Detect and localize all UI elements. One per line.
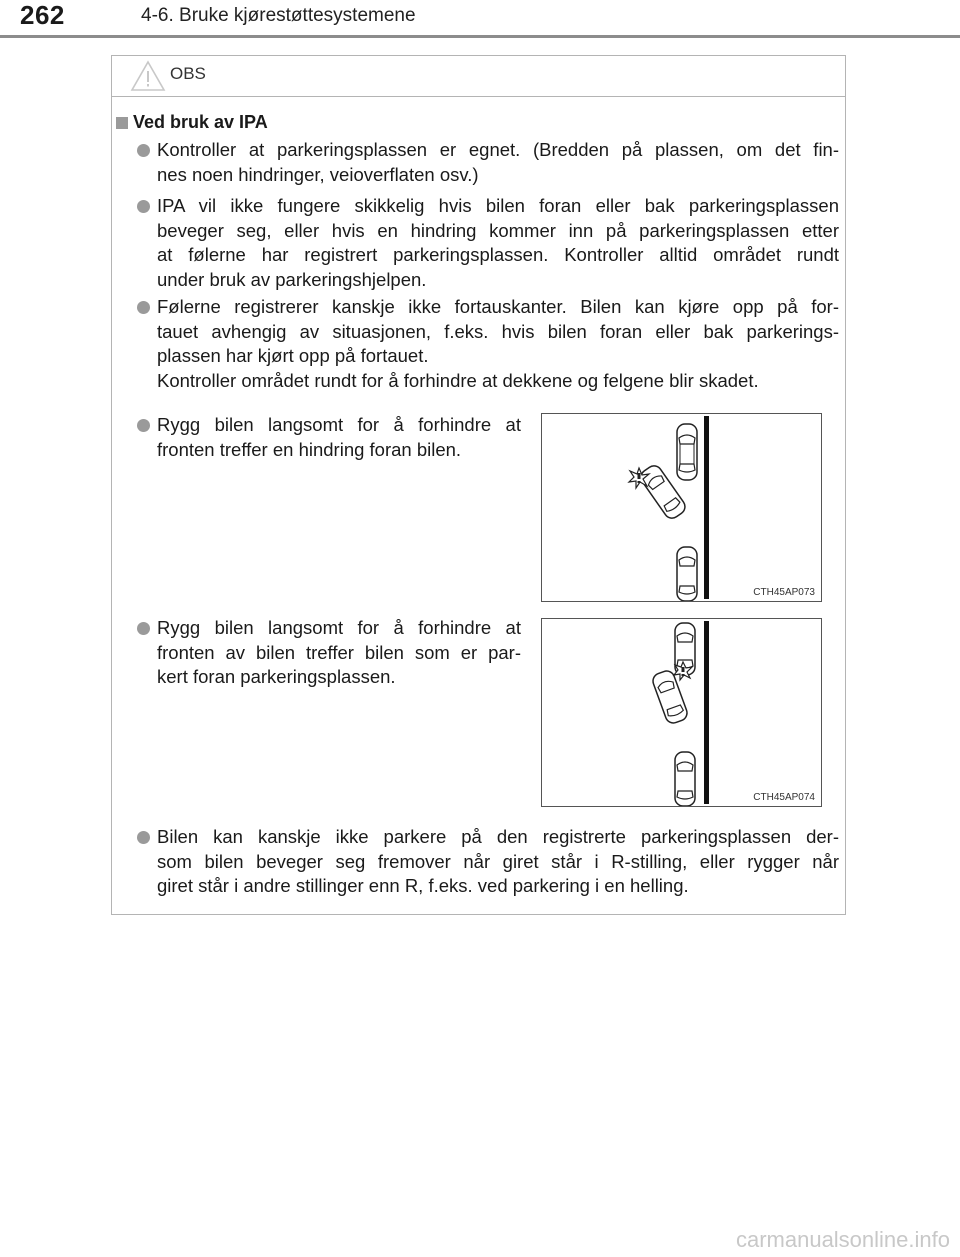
bullet-6-line: giret står i andre stillinger enn R, f.eks. ved parkering i en helling.: [157, 875, 689, 896]
bullet-3-line: plassen har kjørt opp på fortauet.: [157, 345, 429, 366]
parking-illustration-1: [542, 414, 821, 601]
bullet-5-line: fronten av bilen treffer bilen som er par-: [157, 641, 521, 663]
bullet-dot-icon: [137, 419, 150, 432]
bullet-2-line: beveger seg, eller hvis en hindring kommer inn på parkeringsplassen etter: [157, 219, 839, 241]
bullet-3-line: Kontroller området rundt for å forhindre at dekkene og felgene blir skadet.: [157, 369, 759, 391]
obs-label: OBS: [170, 64, 206, 83]
bullet-dot-icon: [137, 301, 150, 314]
bullet-dot-icon: [137, 831, 150, 844]
page-header: [0, 0, 960, 40]
bullet-6: [157, 825, 839, 899]
bullet-2-line: under bruk av parkeringshjelpen.: [157, 268, 427, 290]
bullet-6-line: Bilen kan kanskje ikke parkere på den registrerte parkeringsplassen der-: [157, 826, 839, 847]
bullet-dot-icon: [137, 200, 150, 213]
bullet-4: [157, 413, 521, 462]
bullet-1-line: Kontroller at parkeringsplassen er egnet. (Bredden på plassen, om det fin-: [157, 139, 839, 160]
bullet-4-line: Rygg bilen langsomt for å forhindre at: [157, 414, 521, 435]
bullet-5: [157, 616, 521, 690]
bullet-3-line: Følerne registrerer kanskje ikke fortauskanter. Bilen kan kjøre opp på for-: [157, 296, 839, 317]
parking-illustration-2: [542, 619, 821, 806]
obs-heading: Ved bruk av IPA: [133, 112, 268, 132]
obs-header: [112, 56, 845, 97]
bullet-3: [157, 295, 839, 393]
bullet-6-line: som bilen beveger seg fremover når giret står i R-stilling, eller rygger når: [157, 850, 839, 872]
bullet-3-line: tauet avhengig av situasjonen, f.eks. hvis bilen foran eller bak parkerings-: [157, 320, 839, 342]
header-rule: [0, 35, 960, 38]
bullet-2: [157, 194, 839, 292]
section-title: 4-6. Bruke kjørestøttesystemene: [141, 5, 416, 26]
bullet-1: [157, 138, 839, 187]
bullet-5-line: Rygg bilen langsomt for å forhindre at: [157, 617, 521, 638]
bullet-dot-icon: [137, 144, 150, 157]
figure-car-hits-obstacle: [541, 413, 822, 602]
watermark: carmanualsonline.info: [735, 1227, 950, 1252]
bullet-2-line: IPA vil ikke fungere skikkelig hvis bilen foran eller bak parkeringsplassen: [157, 195, 839, 216]
figure-car-hits-parked-car: [541, 618, 822, 807]
bullet-2-line: at følerne har registrert parkeringsplassen. Kontroller alltid området rundt: [157, 244, 839, 265]
bullet-5-line: kert foran parkeringsplassen.: [157, 666, 396, 687]
figure-code: CTH45AP074: [753, 792, 815, 803]
heading-bullet-icon: [116, 117, 128, 129]
bullet-4-line: fronten treffer en hindring foran bilen.: [157, 438, 462, 460]
bullet-1-line: nes noen hindringer, veioverflaten osv.): [157, 163, 479, 185]
page-number: 262: [20, 0, 65, 30]
figure-code: CTH45AP073: [753, 587, 815, 598]
warning-triangle-icon: [130, 60, 166, 92]
bullet-dot-icon: [137, 622, 150, 635]
